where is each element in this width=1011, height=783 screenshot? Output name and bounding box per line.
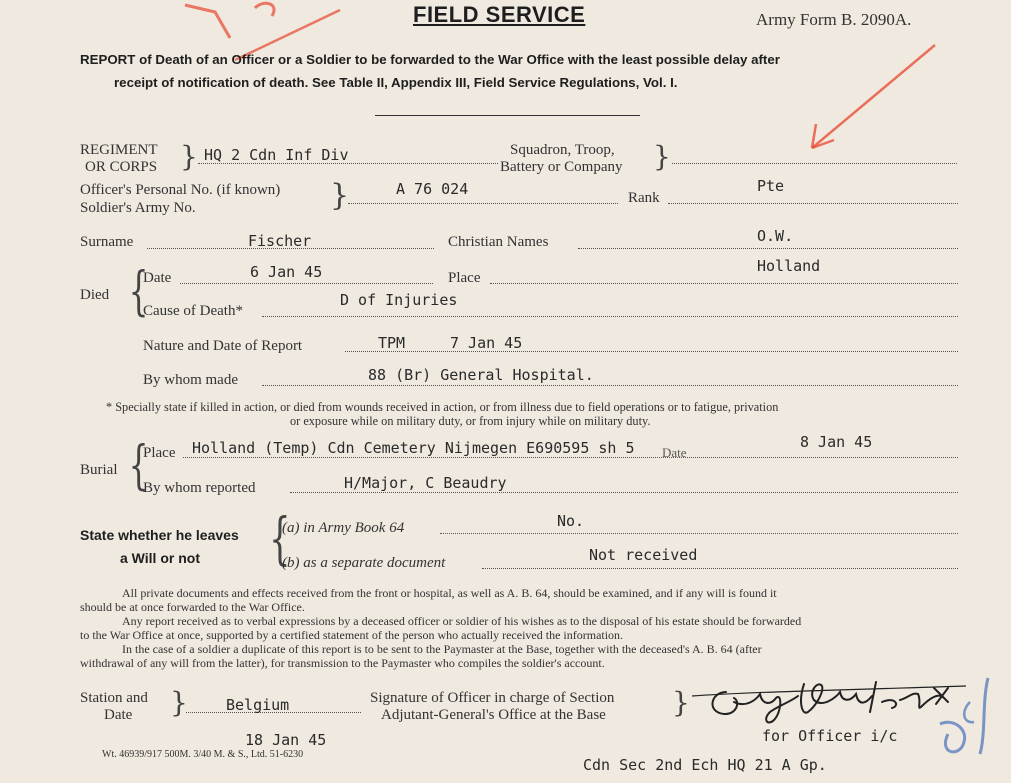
station-label-1: Station and [80, 690, 148, 706]
surname-value: Fischer [248, 232, 312, 250]
squadron-label-1: Squadron, Troop, [510, 142, 615, 158]
burial-by-value: H/Major, C Beaudry [344, 474, 507, 492]
by-whom-line [262, 385, 958, 386]
surname-label: Surname [80, 234, 134, 250]
christian-label: Christian Names [448, 234, 549, 250]
brace-squadron: } [653, 140, 671, 173]
will-b-value: Not received [589, 546, 698, 564]
header-rule [375, 115, 640, 116]
intro-line-2: receipt of notification of death. See Table II, Appendix III, Field Service Regulations, Vol. I. [114, 75, 678, 90]
rank-line [668, 203, 958, 204]
rank-value: Pte [757, 177, 785, 195]
regiment-label-2: OR CORPS [85, 159, 158, 175]
brace-died: { [128, 262, 149, 322]
nature-line [345, 351, 958, 352]
nature-value: TPM [378, 334, 406, 352]
squadron-line [672, 163, 957, 164]
cause-label: Cause of Death* [143, 303, 243, 319]
date-died-value: 6 Jan 45 [250, 263, 323, 281]
report-date-value: 7 Jan 45 [450, 334, 523, 352]
will-a-label: (a) in Army Book 64 [282, 520, 405, 536]
by-whom-label: By whom made [143, 372, 238, 388]
date-died-label: Date [143, 270, 172, 286]
regiment-value: HQ 2 Cdn Inf Div [204, 146, 349, 164]
instruction-p3b: withdrawal of any will from the latter), for transmission to the Paymaster who compiles the soldier's account. [80, 656, 605, 670]
will-b-label: (b) as a separate document [282, 555, 446, 571]
station-label-2: Date [104, 707, 133, 723]
station-date-value: 18 Jan 45 [245, 731, 327, 749]
for-officer-value: for Officer i/c [762, 727, 898, 745]
instruction-p2a: Any report received as to verbal expressions by a deceased officer or soldier of his wishes as to the disposal of his estate should be forwarded [122, 614, 802, 628]
will-b-line [482, 568, 958, 569]
burial-date-label: Date [662, 445, 687, 460]
officer-no-label: Officer's Personal No. (if known) [80, 182, 281, 198]
intro-line-1: REPORT of Death of an Officer or a Soldier to be forwarded to the War Office with the least possible delay after [80, 52, 780, 67]
form-title: FIELD SERVICE [413, 2, 586, 27]
will-a-line [440, 533, 958, 534]
unit-value: Cdn Sec 2nd Ech HQ 21 A Gp. [583, 756, 827, 774]
place-died-line [490, 283, 958, 284]
brace-will: { [269, 507, 291, 572]
will-a-value: No. [557, 512, 585, 530]
brace-station: } [170, 686, 188, 719]
burial-date-value: 8 Jan 45 [800, 433, 873, 451]
christian-line [578, 248, 958, 249]
station-value: Belgium [226, 696, 290, 714]
burial-by-label: By whom reported [143, 480, 256, 496]
instruction-p3a: In the case of a soldier a duplicate of this report is to be sent to the Paymaster at the Base, together with the deceased's A. B. 64 (after [122, 642, 762, 656]
burial-place-label: Place [143, 445, 176, 461]
burial-by-line [290, 492, 958, 493]
signature-label-2: Adjutant-General's Office at the Base [381, 707, 606, 723]
christian-value: O.W. [757, 227, 794, 245]
footnote-line-1: * Specially state if killed in action, or died from wounds received in action, or from illness due to field operations or to fatigue, privation [106, 400, 779, 414]
squadron-label-2: Battery or Company [500, 159, 623, 175]
will-label-2: a Will or not [120, 550, 200, 566]
cause-line [262, 316, 958, 317]
brace-burial: { [128, 436, 149, 496]
regiment-label-1: REGIMENT [80, 142, 158, 158]
form-number: Army Form B. 2090A. [756, 10, 912, 29]
soldier-no-label: Soldier's Army No. [80, 200, 196, 216]
instruction-p1a: All private documents and effects received from the front or hospital, as well as A. B. 64, should be examined, and if any will is found it [122, 586, 777, 600]
footnote-line-2: or exposure while on military duty, or from injury while on military duty. [290, 414, 651, 428]
nature-label: Nature and Date of Report [143, 338, 303, 354]
army-no-line [348, 203, 618, 204]
brace-army-no: } [330, 178, 350, 213]
instruction-p2b: to the War Office at once, supported by a certified statement of the person who actually received the information. [80, 628, 624, 642]
signature-label-1: Signature of Officer in charge of Section [370, 690, 615, 706]
burial-place-line [183, 457, 958, 458]
blue-pencil-marks [930, 672, 1000, 772]
brace-signature: } [672, 686, 690, 719]
instruction-p1b: should be at once forwarded to the War Office. [80, 600, 305, 614]
place-died-label: Place [448, 270, 481, 286]
by-whom-value: 88 (Br) General Hospital. [368, 366, 594, 384]
printer-line: Wt. 46939/917 500M. 3/40 M. & S., Ltd. 51-6230 [102, 749, 304, 760]
army-no-value: A 76 024 [396, 180, 469, 198]
will-label-1: State whether he leaves [80, 527, 239, 543]
burial-place-value: Holland (Temp) Cdn Cemetery Nijmegen E690595 sh 5 [192, 439, 635, 457]
burial-label: Burial [80, 462, 118, 478]
rank-label: Rank [628, 190, 660, 206]
died-label: Died [80, 287, 110, 303]
cause-value: D of Injuries [340, 291, 458, 309]
brace-regiment: } [180, 140, 198, 173]
date-died-line [180, 283, 433, 284]
place-died-value: Holland [757, 257, 821, 275]
